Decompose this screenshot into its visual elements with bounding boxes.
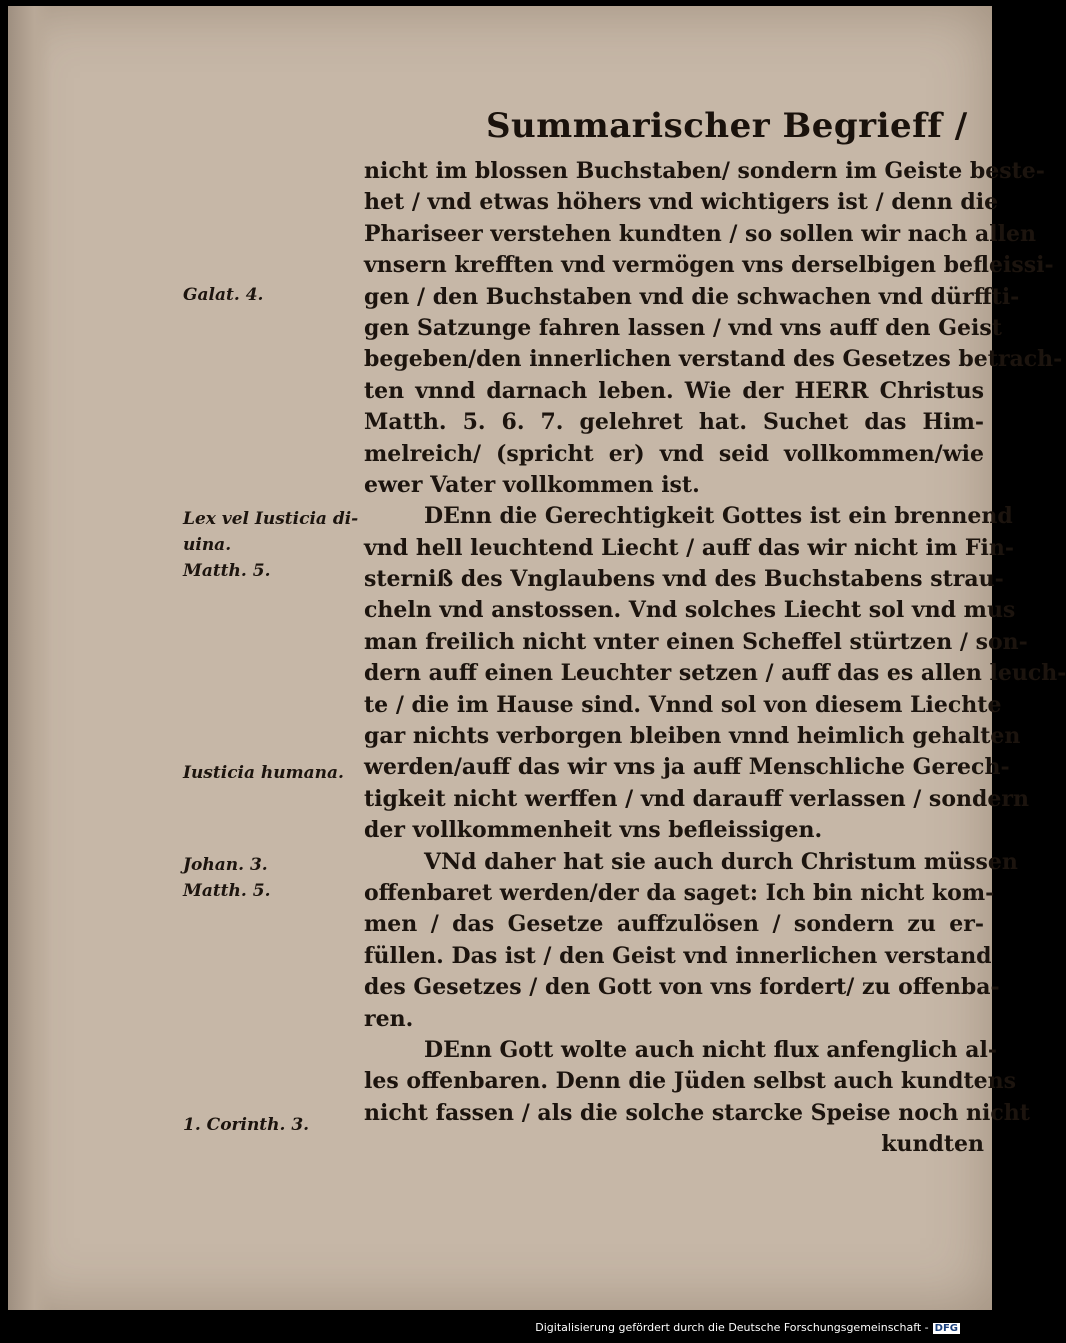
page-gutter-shadow [8, 6, 52, 1310]
text-line: Phariseer verstehen kundten / so sollen wir nach allen [364, 220, 1037, 247]
catchword: kundten [881, 1131, 984, 1158]
margin-note: Matth. 5. [183, 881, 271, 901]
text-line: cheln vnd anstossen. Vnd solches Liecht sol vnd mus [364, 597, 1016, 624]
text-line: vnsern krefften vnd vermögen vns derselbigen befleissi- [364, 252, 1054, 279]
margin-note: Galat. 4. [183, 285, 264, 305]
text-line: ren. [364, 1005, 414, 1032]
margin-note: 1. Corinth. 3. [183, 1115, 310, 1135]
margin-note: Johan. 3. [183, 855, 268, 875]
text-line: gen Satzunge fahren lassen / vnd vns auff den Geist [364, 314, 1002, 341]
text-line: offenbaret werden/der da saget: Ich bin nicht kom- [364, 879, 995, 906]
margin-note: uina. [183, 535, 232, 555]
text-line: gen / den Buchstaben vnd die schwachen vnd dürffti- [364, 283, 1020, 310]
text-line: ewer Vater vollkommen ist. [364, 471, 700, 498]
text-line: gar nichts verborgen bleiben vnnd heimlich gehalten [364, 723, 1021, 750]
text-line: des Gesetzes / den Gott von vns fordert/ zu offenba- [364, 974, 1000, 1001]
text-line: füllen. Das ist / den Geist vnd innerlichen verstand [364, 942, 992, 969]
footer-credit [535, 1321, 960, 1334]
text-line: tigkeit nicht werffen / vnd darauff verlassen / sondern [364, 785, 1029, 812]
text-line: werden/auff das wir vns ja auff Menschliche Gerech- [364, 754, 1010, 781]
text-line: te / die im Hause sind. Vnnd sol von diesem Liechte [364, 691, 1002, 718]
text-line: begeben/den innerlichen verstand des Gesetzes betrach- [364, 346, 1063, 373]
book-page [8, 6, 1066, 1310]
text-line: nicht fassen / als die solche starcke Speise noch nicht [364, 1099, 1030, 1126]
dfg-logo: DFG [934, 1323, 958, 1334]
body-text [364, 156, 1066, 1161]
text-line: Matth. 5. 6. 7. gelehret hat. Suchet das Him- [364, 409, 984, 436]
text-line: man freilich nicht vnter einen Scheffel stürtzen / son- [364, 628, 1028, 655]
text-line: DEnn Gott wolte auch nicht flux anfenglich al- [424, 1036, 997, 1063]
text-line: dern auff einen Leuchter setzen / auff das es allen leuch- [364, 660, 1066, 687]
footer-text: Digitalisierung gefördert durch die Deutsche Forschungsgemeinschaft - [535, 1321, 929, 1334]
text-line: VNd daher hat sie auch durch Christum müssen [424, 848, 1018, 875]
text-line: DEnn die Gerechtigkeit Gottes ist ein brennend [424, 503, 1013, 530]
margin-note: Matth. 5. [183, 561, 271, 581]
margin-note: Iusticia humana. [183, 763, 344, 783]
running-title: Summarischer Begrieff / [486, 106, 968, 146]
text-line: men / das Gesetze auffzulösen / sondern zu er- [364, 911, 984, 938]
text-line: sterniß des Vnglaubens vnd des Buchstabens strau- [364, 566, 1004, 593]
text-line: melreich/ (spricht er) vnd seid vollkommen/wie [364, 440, 984, 467]
text-line: der vollkommenheit vns befleissigen. [364, 817, 823, 844]
text-line: het / vnd etwas höhers vnd wichtigers ist / denn die [364, 189, 999, 216]
text-line: les offenbaren. Denn die Jüden selbst auch kundtens [364, 1068, 1017, 1095]
text-line: nicht im blossen Buchstaben/ sondern im Geiste beste- [364, 158, 1045, 184]
text-line: vnd hell leuchtend Liecht / auff das wir nicht im Fin- [364, 534, 1015, 561]
margin-note: Lex vel Iusticia di- [183, 509, 359, 529]
text-line: ten vnnd darnach leben. Wie der HERR Christus [364, 377, 984, 404]
